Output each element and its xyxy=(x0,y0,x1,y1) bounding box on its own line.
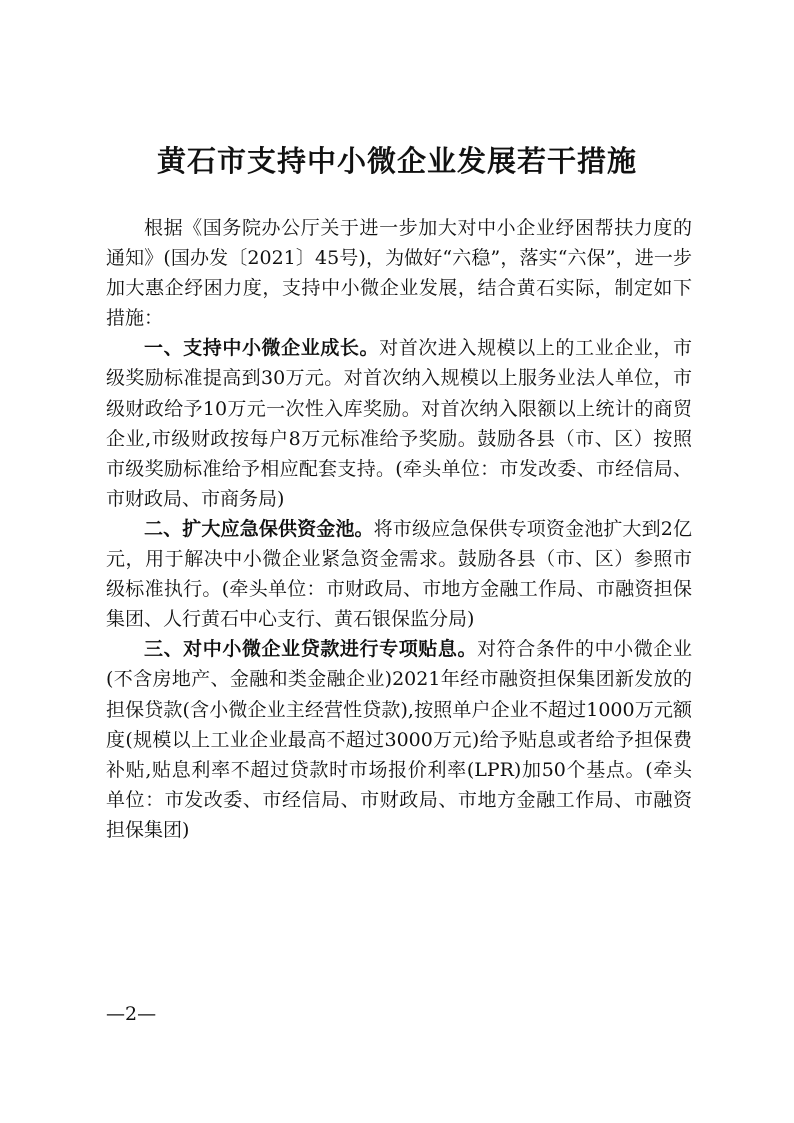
document-body xyxy=(106,213,692,845)
section-paragraph xyxy=(106,514,692,634)
section-heading: 一、支持中小微企业成长。 xyxy=(144,337,380,360)
intro-paragraph: 根据《国务院办公厅关于进一步加大对中小企业纾困帮扶力度的通知》(国办发〔2021〕45号)，为做好“六稳”，落实“六保”，进一步加大惠企纾困力度，支持中小微企业发展，结合黄石实际，制定如下措施： xyxy=(106,217,692,330)
section-paragraph xyxy=(106,333,692,514)
section-paragraph xyxy=(106,634,692,845)
section-heading: 二、扩大应急保供资金池。 xyxy=(144,517,374,540)
page-number: —2— xyxy=(106,1003,157,1025)
section-heading: 三、对中小微企业贷款进行专项贴息。 xyxy=(144,638,478,661)
section-text: 对首次进入规模以上的工业企业，市级奖励标准提高到30万元。对首次纳入规模以上服务业法人单位，市级财政给予10万元一次性入库奖励。对首次纳入限额以上统计的商贸企业,市级财政按每户8万元标准给予奖励。鼓励各县（市、区）按照市级奖励标准给予相应配套支持。(牵头单位：市发改委、市经信局、市财政局、市商务局) xyxy=(106,337,692,510)
document-title: 黄石市支持中小微企业发展若干措施 xyxy=(156,144,637,178)
section-text: 将市级应急保供专项资金池扩大到2亿元，用于解决中小微企业紧急资金需求。鼓励各县（市、区）参照市级标准执行。(牵头单位：市财政局、市地方金融工作局、市融资担保集团、人行黄石中心支行、黄石银保监分局) xyxy=(106,517,692,631)
section-text: 对符合条件的中小微企业(不含房地产、金融和类金融企业)2021年经市融资担保集团新发放的担保贷款(含小微企业主经营性贷款),按照单户企业不超过1000万元额度(规模以上工业企业最高不超过3000万元)给予贴息或者给予担保费补贴,贴息利率不超过贷款时市场报价利率(LPR)加50个基点。(牵头单位：市发改委、市经信局、市财政局、市地方金融工作局、市融资担保集团) xyxy=(106,638,692,841)
